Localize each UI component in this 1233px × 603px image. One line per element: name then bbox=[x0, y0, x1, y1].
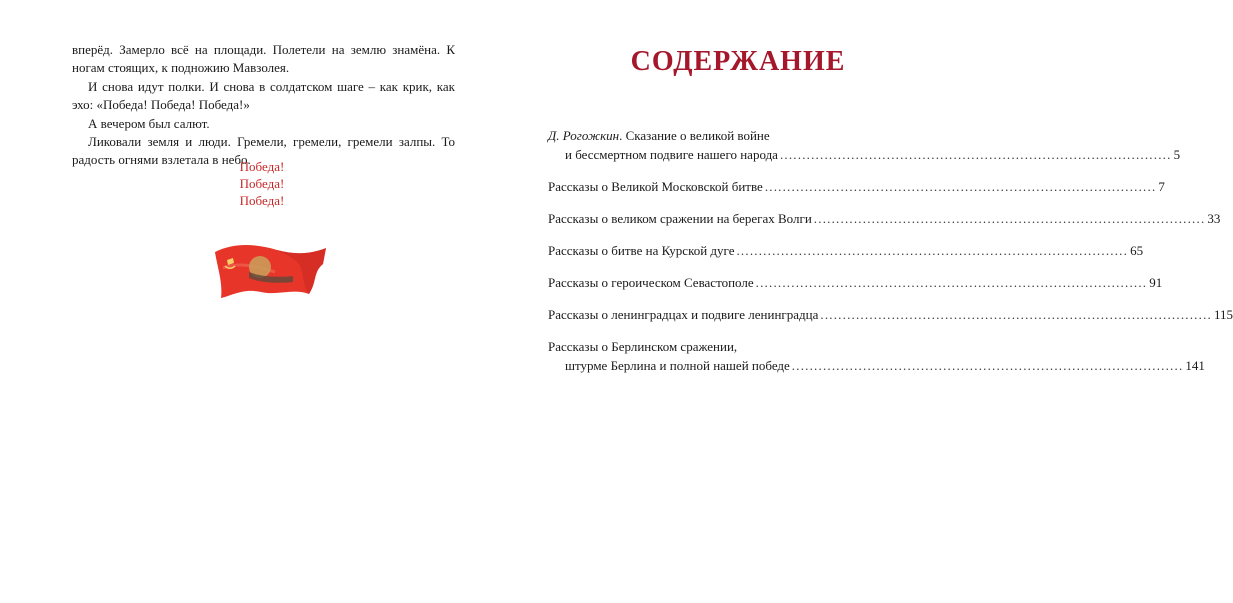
story-text bbox=[72, 41, 455, 170]
toc-entry bbox=[548, 241, 1144, 260]
victory-verse bbox=[200, 158, 324, 209]
toc-entry bbox=[548, 337, 1205, 375]
page-number: 33 bbox=[1207, 211, 1221, 226]
dot-leader: ........................................................................................ bbox=[813, 211, 1206, 226]
toc-entry-title: Рассказы о Берлинском сражении, bbox=[548, 339, 738, 354]
paragraph: И снова идут полки. И снова в солдатском шаге – как крик, как эхо: «Победа! Победа! Победа!» bbox=[72, 78, 455, 113]
toc-entry-title: и бессмертном подвиге нашего народа bbox=[565, 147, 778, 162]
dot-leader: ........................................................................................ bbox=[820, 307, 1212, 322]
page-number: 115 bbox=[1213, 307, 1233, 322]
dot-leader: ........................................................................................ bbox=[779, 147, 1172, 162]
toc-entry bbox=[548, 177, 1165, 196]
table-of-contents bbox=[548, 126, 1233, 388]
toc-entry bbox=[548, 273, 1163, 292]
page-number: 91 bbox=[1149, 275, 1163, 290]
toc-entry-title: Рассказы о ленинградцах и подвиге ленинградца bbox=[548, 307, 819, 322]
paragraph: А вечером был салют. bbox=[88, 115, 210, 131]
dot-leader: ........................................................................................ bbox=[755, 275, 1148, 290]
toc-entry-title: Рассказы о героическом Севастополе bbox=[548, 275, 754, 290]
victory-line: Победа! bbox=[239, 176, 285, 191]
toc-entry-title: Рассказы о битве на Курской дуге bbox=[548, 243, 735, 258]
victory-line: Победа! bbox=[239, 193, 285, 208]
paragraph: Ликовали земля и люди. Гремели, гремели, гремели залпы. То радость огнями взлетала в небо. bbox=[72, 134, 455, 168]
toc-entry-title: Рассказы о великом сражении на берегах Волги bbox=[548, 211, 812, 226]
author-name: Д. Рогожкин bbox=[548, 128, 620, 143]
toc-entry bbox=[548, 209, 1221, 228]
toc-entry-title: . Сказание о великой войне bbox=[619, 128, 770, 143]
dot-leader: ........................................................................................ bbox=[736, 243, 1129, 258]
toc-entry-title: Рассказы о Великой Московской битве bbox=[548, 179, 763, 194]
red-banner-icon bbox=[213, 238, 328, 300]
paragraph: вперёд. Замерло всё на площади. Полетели на землю знамёна. К ногам стоящих, к подножию Мавзолея. bbox=[72, 42, 455, 76]
dot-leader: ........................................................................................ bbox=[764, 179, 1157, 194]
page-number: 141 bbox=[1185, 358, 1205, 373]
left-page bbox=[0, 0, 500, 603]
page-number: 65 bbox=[1130, 243, 1144, 258]
page-number: 5 bbox=[1173, 147, 1181, 162]
right-page bbox=[500, 0, 1233, 603]
victory-line: Победа! bbox=[239, 159, 285, 174]
toc-title: СОДЕРЖАНИЕ bbox=[630, 46, 846, 77]
dot-leader: ........................................................................................ bbox=[791, 358, 1184, 373]
page-number: 7 bbox=[1158, 179, 1165, 194]
toc-entry bbox=[548, 126, 1181, 164]
toc-entry bbox=[548, 305, 1233, 324]
toc-entry-title: штурме Берлина и полной нашей победе bbox=[565, 358, 790, 373]
